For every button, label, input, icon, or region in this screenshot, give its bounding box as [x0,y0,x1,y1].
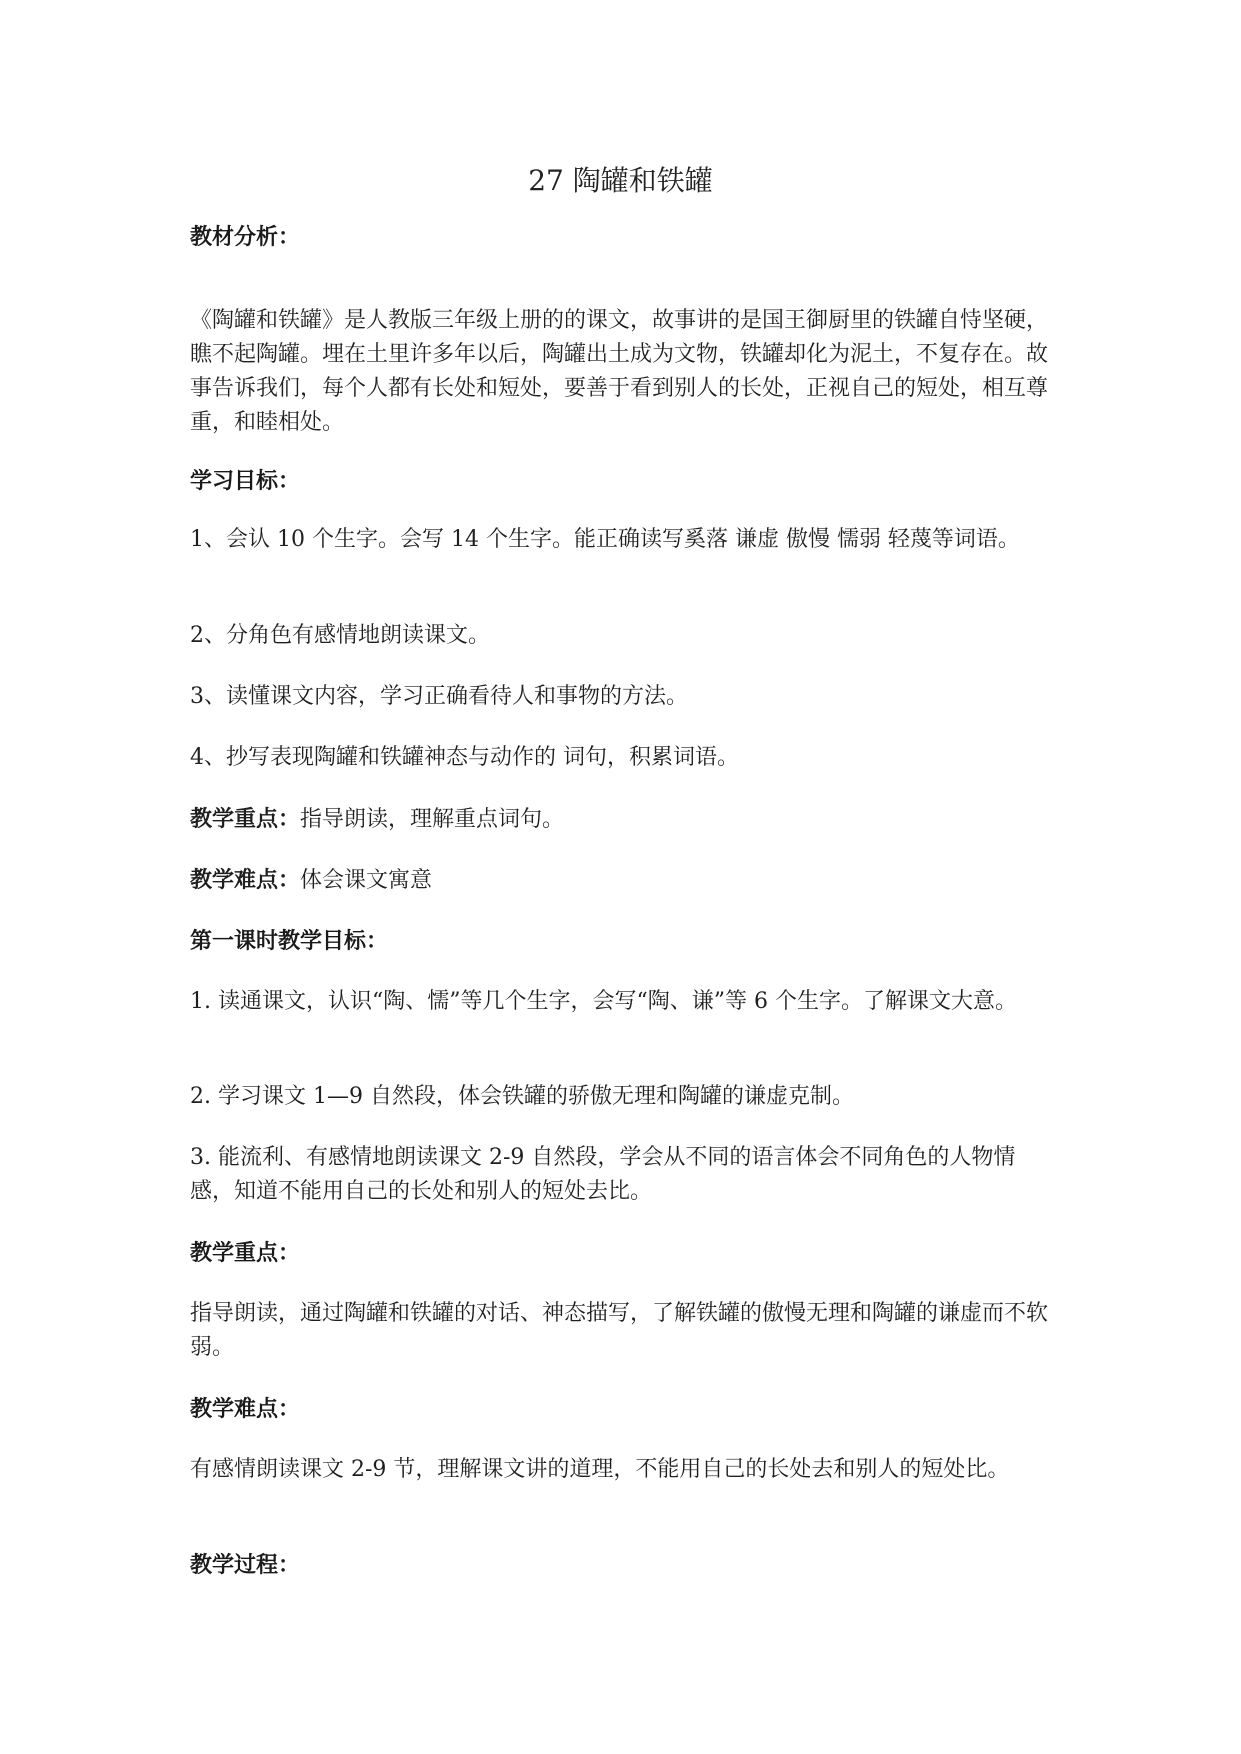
lesson1-goal-item-1: 1. 读通课文，认识“陶、懦”等几个生字，会写“陶、谦”等 6 个生字。了解课文大意。 [190,989,1017,1014]
key-point-line [190,802,1056,837]
lesson1-difficulty-heading: 教学难点： [190,1396,301,1422]
process-heading: 教学过程： [190,1552,301,1578]
goal-item-2: 2、分角色有感情地朗读课文。 [190,623,490,648]
difficulty-label: 教学难点： [190,867,301,893]
key-point-label: 教学重点： [190,806,301,832]
lesson1-goal-item-2: 2. 学习课文 1—9 自然段，体会铁罐的骄傲无理和陶罐的谦虚克制。 [190,1084,854,1109]
goal-item-4: 4、抄写表现陶罐和铁罐神态与动作的 词句，积累词语。 [190,745,739,770]
goals-heading: 学习目标： [190,468,301,494]
key-point-text: 指导朗读，理解重点词句。 [300,807,565,832]
lesson1-key-paragraph: 指导朗读，通过陶罐和铁罐的对话、神态描写，了解铁罐的傲慢无理和陶罐的谦虚而不软弱。 [190,1301,1049,1360]
goal-item-1: 1、会认 10 个生字。会写 14 个生字。能正确读写奚落 谦虚 傲慢 懦弱 轻蔑等词语。 [190,527,1020,552]
analysis-heading: 教材分析： [190,224,301,250]
goal-item-3: 3、读懂课文内容，学习正确看待人和事物的方法。 [190,684,688,709]
difficulty-line [190,863,1056,898]
lesson1-difficulty-paragraph: 有感情朗读课文 2-9 节，理解课文讲的道理，不能用自己的长处去和别人的短处比。 [190,1457,1010,1482]
lesson1-goals-heading: 第一课时教学目标： [190,928,389,954]
document-title: 27 陶罐和铁罐 [528,164,713,197]
lesson1-key-heading: 教学重点： [190,1240,301,1266]
difficulty-text: 体会课文寓意 [300,868,433,893]
analysis-paragraph: 《陶罐和铁罐》是人教版三年级上册的的课文，故事讲的是国王御厨里的铁罐自恃坚硬，瞧不起陶罐。埋在土里许多年以后，陶罐出土成为文物，铁罐却化为泥土，不复存在。故事告诉我们，每个人都有长处和短处，要善于看到别人的长处，正视自己的短处，相互尊重，和睦相处。 [190,308,1049,435]
lesson1-goal-item-3: 3. 能流利、有感情地朗读课文 2-9 自然段，学会从不同的语言体会不同角色的人物情感，知道不能用自己的长处和别人的短处去比。 [190,1145,1016,1204]
